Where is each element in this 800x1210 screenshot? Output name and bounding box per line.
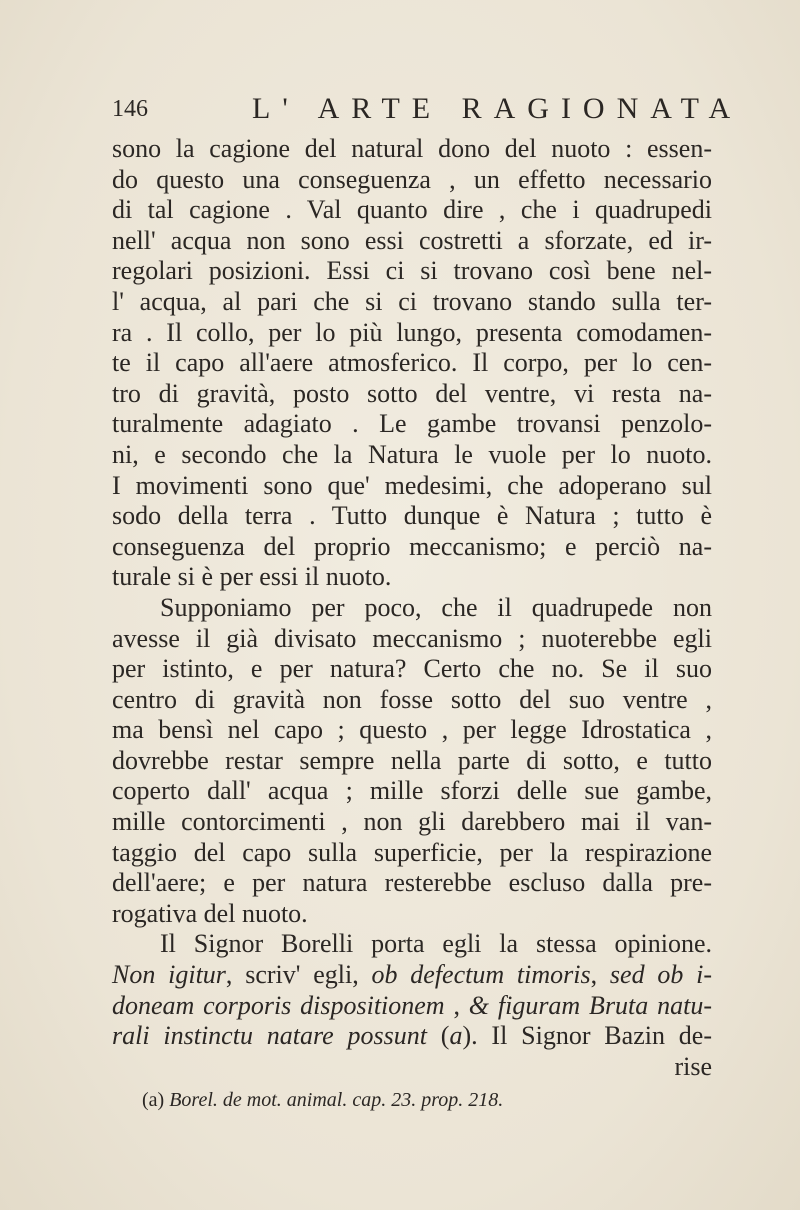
text-line: per istinto, e per natura? Certo che no. Se il suo bbox=[112, 654, 712, 684]
punctuation: ( bbox=[426, 1021, 450, 1051]
latin-quote-text: rali instinctu natare possunt bbox=[112, 1021, 427, 1051]
punctuation: , bbox=[590, 960, 610, 990]
text-line: turalmente adagiato . Le gambe trovansi penzolo- bbox=[112, 409, 712, 439]
text-line: ni, e secondo che la Natura le vuole per lo nuoto. bbox=[112, 439, 712, 469]
text-line: l' acqua, al pari che si ci trovano stando sulla ter- bbox=[112, 286, 712, 316]
text-line: conseguenza del proprio meccanismo; e perciò na- bbox=[112, 531, 712, 561]
latin-quote-text: Non igitur bbox=[112, 960, 226, 990]
text-line: turale si è per essi il nuoto. bbox=[112, 562, 392, 592]
text-line: avesse il già divisato meccanismo ; nuoterebbe egli bbox=[112, 623, 712, 653]
text-line: te il capo all'aere atmosferico. Il corpo, per lo cen- bbox=[112, 348, 712, 378]
footnote bbox=[142, 1089, 503, 1112]
text-line: nell' acqua non sono essi costretti a sforzate, ed ir- bbox=[112, 225, 712, 255]
text-line: rogativa del nuoto. bbox=[112, 898, 308, 928]
text-line: tro di gravità, posto sotto del ventre, vi resta na- bbox=[112, 378, 712, 408]
text-line: dovrebbe restar sempre nella parte di sotto, e tutto bbox=[112, 745, 712, 775]
latin-quote-line bbox=[112, 960, 712, 991]
footnote-citation: Borel. de mot. animal. cap. 23. prop. 218. bbox=[169, 1089, 504, 1111]
punctuation: , bbox=[444, 990, 469, 1020]
page-number: 146 bbox=[112, 96, 148, 122]
latin-quote-text: ob defectum timoris bbox=[371, 960, 591, 990]
quote-attribution: , scriv' egli, bbox=[225, 960, 372, 990]
page-header bbox=[112, 92, 743, 132]
text-line: mille contorcimenti , non gli darebbero mai il van- bbox=[112, 807, 712, 837]
running-title: L' ARTE RAGIONATA bbox=[252, 92, 743, 125]
text-line: di tal cagione . Val quanto dire , che i quadrupedi bbox=[112, 195, 712, 225]
text-line: taggio del capo sulla superficie, per la respirazione bbox=[112, 837, 712, 867]
paragraph-start-line: Il Signor Borelli porta egli la stessa opinione. bbox=[160, 929, 712, 959]
latin-quote-text: & figuram Bruta natu- bbox=[468, 990, 713, 1020]
text-line: sodo della terra . Tutto dunque è Natura ; tutto è bbox=[112, 501, 712, 531]
text-line: sono la cagione del natural dono del nuoto : essen- bbox=[112, 134, 712, 163]
body-text bbox=[112, 134, 712, 1082]
latin-quote-text: doneam corporis dispositionem bbox=[112, 990, 445, 1020]
text-line: centro di gravità non fosse sotto del suo ventre , bbox=[112, 684, 712, 714]
paragraph-start-line: Supponiamo per poco, che il quadrupede non bbox=[160, 592, 712, 622]
latin-quote-text: sed ob i- bbox=[609, 960, 713, 990]
latin-quote-line bbox=[112, 1021, 712, 1052]
text-line: do questo una conseguenza , un effetto necessario bbox=[112, 164, 712, 194]
text-line: ma bensì nel capo ; questo , per legge Idrostatica , bbox=[112, 715, 712, 745]
text-line: dell'aere; e per natura resterebbe escluso dalla pre- bbox=[112, 868, 712, 898]
text-line: coperto dall' acqua ; mille sforzi delle sue gambe, bbox=[112, 776, 712, 806]
text-line: regolari posizioni. Essi ci si trovano così bene nel- bbox=[112, 256, 712, 286]
footnote-reference: a bbox=[449, 1021, 463, 1051]
text-continuation: ). Il Signor Bazin de- bbox=[462, 1021, 712, 1051]
latin-quote-line bbox=[112, 991, 712, 1022]
footnote-marker: (a) bbox=[142, 1089, 165, 1111]
text-line: I movimenti sono que' medesimi, che adoperano sul bbox=[112, 470, 712, 500]
catchword: rise bbox=[674, 1051, 712, 1081]
text-line: ra . Il collo, per lo più lungo, presenta comodamen- bbox=[112, 317, 712, 347]
